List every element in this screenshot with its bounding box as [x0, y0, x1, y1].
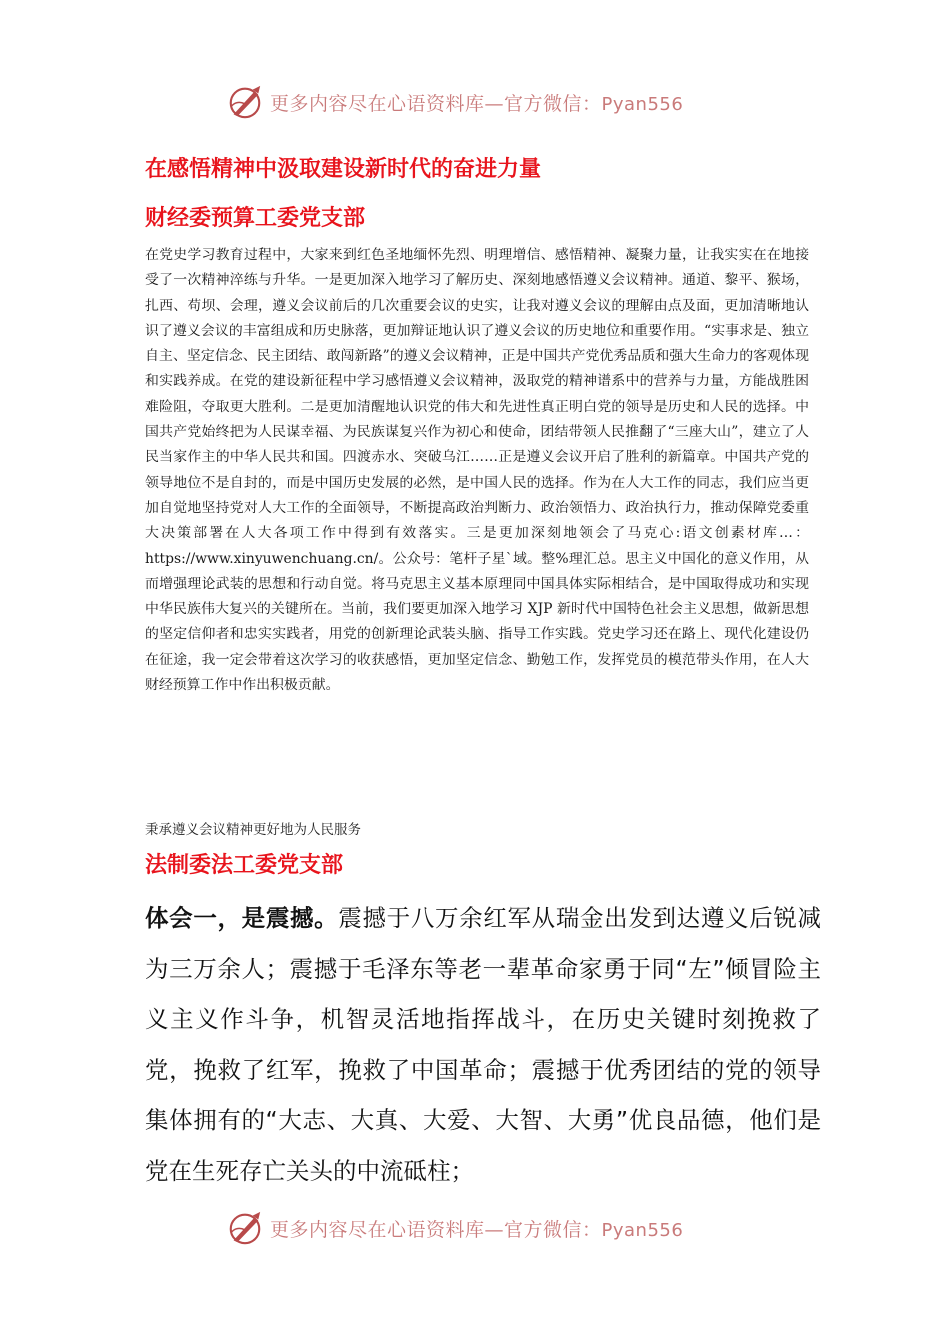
- section2-body-text: 震撼于八万余红军从瑞金出发到达遵义后锐减为三万余人；震撼于毛泽东等老一辈革命家勇于同“左”倾冒险主义主义作斗争，机智灵活地指挥战斗，在历史关键时刻挽救了党，挽救了红军，挽救了中国革命；震撼于优秀团结的党的领导集体拥有的“大志、大真、大爱、大智、大勇”优良品德，他们是党在生死存亡关头的中流砥柱；: [145, 904, 822, 1185]
- wechat-handle: Pyan556: [601, 1219, 684, 1241]
- document-title: 在感悟精神中汲取建设新时代的奋进力量: [145, 157, 542, 182]
- section2-title: 秉承遵义会议精神更好地为人民服务: [145, 822, 361, 838]
- section2-lead: 体会一，是震撼。: [145, 904, 339, 932]
- header-watermark-banner: [226, 82, 746, 122]
- section2-body: [145, 893, 821, 1196]
- section2-branch-heading: 法制委法工委党支部: [145, 853, 344, 878]
- watermark-text: 更多内容尽在心语资料库—官方微信：Pyan556: [270, 1218, 684, 1241]
- pen-logo-icon: [226, 1209, 264, 1247]
- pen-logo-icon: [226, 83, 264, 121]
- section1-branch-heading: 财经委预算工委党支部: [145, 206, 366, 231]
- wechat-handle: Pyan556: [601, 93, 684, 115]
- footer-watermark-banner: [226, 1208, 746, 1248]
- watermark-text: 更多内容尽在心语资料库—官方微信：Pyan556: [270, 92, 684, 115]
- section1-body: 在党史学习教育过程中，大家来到红色圣地缅怀先烈、明理增信、感悟精神、凝聚力量，让我实实在在地接受了一次精神淬练与升华。一是更加深入地学习了解历史、深刻地感悟遵义会议精神。通道、黎平、猴场，扎西、苟坝、会理，遵义会议前后的几次重要会议的史实，让我对遵义会议的理解由点及面，更加清晰地认识了遵义会议的丰富组成和历史脉落，更加辩证地认识了遵义会议的历史地位和重要作用。“实事求是、独立自主、坚定信念、民主团结、敢闯新路”的遵义会议精神，正是中国共产党优秀品质和强大生命力的客观体现和实践养成。在党的建设新征程中学习感悟遵义会议精神，汲取党的精神谱系中的营养与力量，方能战胜困难险阻，夺取更大胜利。二是更加清醒地认识党的伟大和先进性真正明白党的领导是历史和人民的选择。中国共产党始终把为人民谋幸福、为民族谋复兴作为初心和使命，团结带领人民推翻了“三座大山”，建立了人民当家作主的中华人民共和国。四渡赤水、突破乌江……正是遵义会议开启了胜利的新篇章。中国共产党的领导地位不是自封的，而是中国历史发展的必然，是中国人民的选择。作为在人大工作的同志，我们应当更加自觉地坚持党对人大工作的全面领导，不断提高政治判断力、政治领悟力、政治执行力，推动保障党委重大决策部署在人大各项工作中得到有效落实。三是更加深刻地领会了马克心:语文创素材库…：https://www.xinyuwenchuang.cn/。公众号：笔杆子星`域。整%理汇总。思主义中国化的意义作用，从而增强理论武装的思想和行动自觉。将马克思主义基本原理同中国具体实际相结合，是中国取得成功和实现中华民族伟大复兴的关键所在。当前，我们要更加深入地学习 XJP 新时代中国特色社会主义思想，做新思想的坚定信仰者和忠实实践者，用党的创新理论武装头脑、指导工作实践。党史学习还在路上、现代化建设仍在征途，我一定会带着这次学习的收获感悟，更加坚定信念、勤勉工作，发挥党员的模范带头作用，在人大财经预算工作中作出积极贡献。: [145, 247, 809, 694]
